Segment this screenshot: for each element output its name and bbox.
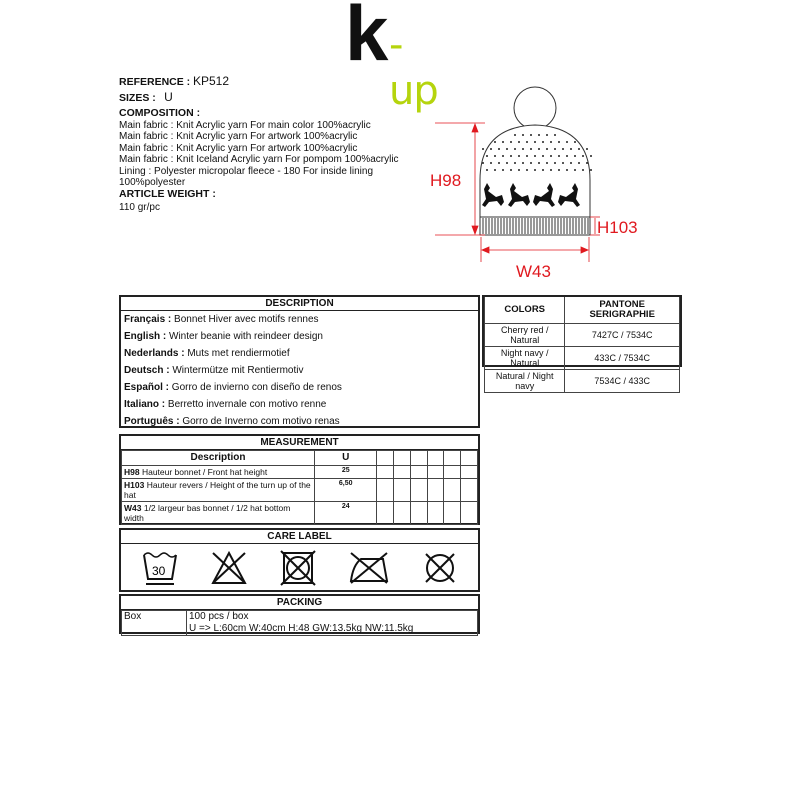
desc-header: Description [122,451,315,466]
wash-30-icon [140,549,180,587]
pattern-dot [550,141,552,143]
pattern-dot [494,141,496,143]
pattern-dot [490,148,492,150]
pattern-dot [578,162,580,164]
empty-cell [427,479,444,502]
care-label-table [119,528,480,592]
colors-table [482,295,682,391]
composition-line: Main fabric : Knit Acrylic yarn For artwork 100%acrylic [119,131,358,142]
language-label: Français : [124,314,172,325]
pattern-dot [498,148,500,150]
composition-line: Lining : Polyester micropolar fleece - 180 For inside lining [119,165,374,177]
pattern-dot [518,169,520,171]
pattern-dot [494,155,496,157]
description-title: DESCRIPTION [121,297,478,311]
description-text: Gorro de Inverno com motivo renas [179,416,340,427]
pattern-dot [522,134,524,136]
pattern-dot [494,169,496,171]
pattern-dot [530,162,532,164]
pattern-dot [490,162,492,164]
empty-cell [377,479,394,502]
description-text: Bonnet Hiver avec motifs rennes [171,314,319,325]
pattern-dot [566,155,568,157]
measure-desc: 1/2 largeur bas bonnet / 1/2 hat bottom width [124,503,291,523]
empty-cell [444,479,461,502]
color-name: Natural / Night navy [485,370,565,393]
description-text: Gorro de invierno con diseño de renos [169,382,342,393]
pattern-dot [578,148,580,150]
no-iron-icon [347,549,391,587]
language-label: English : [124,331,167,342]
packing-line: U => L:60cm W:40cm H:48 GW:13.5kg NW:11.5kg [189,623,414,634]
description-row [121,311,478,328]
pattern-dot [498,162,500,164]
description-text: Muts met rendiermotief [184,348,290,359]
empty-cell [377,502,394,525]
product-info [119,76,419,214]
color-row [485,347,680,370]
pattern-dot [574,155,576,157]
pattern-dot [554,134,556,136]
pattern-dot [530,148,532,150]
size-header: U [315,451,377,466]
empty-cell [394,502,411,525]
pattern-dot [558,155,560,157]
measure-value: 25 [315,466,377,479]
pattern-dot [582,169,584,171]
pattern-dot [486,169,488,171]
pattern-dot [506,148,508,150]
empty-cell [410,479,427,502]
pattern-dot [510,169,512,171]
pattern-dot [514,134,516,136]
pattern-dot [538,148,540,150]
measurement-row [122,502,478,525]
hat-diagram [425,80,655,280]
pattern-dot [530,134,532,136]
weight-value: 110 gr/pc [119,202,160,213]
composition-label: COMPOSITION : [119,107,201,119]
description-row [121,362,478,379]
pompom [514,87,556,129]
measure-desc: Hauteur revers / Height of the turn up of the hat [124,480,311,500]
pattern-dot [514,148,516,150]
pattern-dot [506,162,508,164]
pattern-dot [526,155,528,157]
description-row [121,396,478,413]
pattern-dot [582,155,584,157]
empty-cell [461,502,478,525]
measure-value: 6,50 [315,479,377,502]
composition-line: 100%polyester [119,177,186,188]
packing-label: Box [122,611,187,636]
pattern-dot [586,162,588,164]
composition-line: Main fabric : Knit Iceland Acrylic yarn For pompom 100%acrylic [119,154,399,165]
logo-k: k [345,0,385,77]
color-name: Cherry red / Natural [485,324,565,347]
empty-cell [461,466,478,479]
pattern-dot [554,148,556,150]
sizes-value: U [164,90,173,104]
pantone-code: 7534C / 433C [565,370,680,393]
wash-temp: 30 [151,564,165,578]
description-row [121,328,478,345]
pattern-dot [522,162,524,164]
pattern-dot [590,155,592,157]
pattern-dot [542,169,544,171]
pattern-dot [502,155,504,157]
measure-code: H103 [124,480,145,490]
language-label: Deutsch : [124,365,170,376]
no-tumble-dry-icon [278,549,318,587]
composition-line: Main fabric : Knit Acrylic yarn For main color 100%acrylic [119,119,371,131]
description-text: Berretto invernale con motivo renne [165,399,327,410]
pattern-dot [546,134,548,136]
measurement-row [122,479,478,502]
pattern-dot [514,162,516,164]
pattern-dot [542,155,544,157]
description-row [121,345,478,362]
measure-desc: Hauteur bonnet / Front hat height [139,467,268,477]
care-title: CARE LABEL [121,530,478,544]
pattern-dot [550,169,552,171]
pattern-dot [562,148,564,150]
pattern-dot [574,169,576,171]
measurement-title: MEASUREMENT [121,436,478,450]
sizes-label: SIZES : [119,92,156,104]
pattern-dot [546,162,548,164]
no-dry-clean-icon [420,549,460,587]
language-label: Español : [124,382,170,393]
pattern-dot [534,169,536,171]
pattern-dot [562,162,564,164]
pattern-dot [502,169,504,171]
description-text: Wintermütze mit Rentiermotiv [169,365,304,376]
pattern-dot [534,155,536,157]
pattern-dot [586,148,588,150]
empty-cell [377,466,394,479]
pattern-dot [486,155,488,157]
composition-line: Main fabric : Knit Acrylic yarn For artwork 100%acrylic [119,142,358,154]
pattern-dot [510,141,512,143]
pattern-dot [570,162,572,164]
pattern-dot [522,148,524,150]
pattern-dot [502,141,504,143]
description-text: Winter beanie with reindeer design [166,331,323,342]
reference-label: REFERENCE : [119,76,191,88]
measurement-table [119,434,480,525]
pattern-dot [558,169,560,171]
pattern-dot [542,141,544,143]
empty-cell [444,466,461,479]
pattern-dot [538,134,540,136]
pattern-dot [566,169,568,171]
description-row [121,413,478,430]
weight-label: ARTICLE WEIGHT : [119,187,216,200]
measure-code: W43 [124,503,142,513]
pattern-dot [566,141,568,143]
description-table [119,295,480,428]
language-label: Português : [124,416,180,427]
empty-cell [427,466,444,479]
measure-value: 24 [315,502,377,525]
pattern-dot [482,162,484,164]
pattern-dot [570,148,572,150]
packing-line: 100 pcs / box [189,611,249,622]
empty-cell [410,466,427,479]
color-name: Night navy / Natural [485,347,565,370]
pattern-dot [526,169,528,171]
pattern-dot [518,155,520,157]
language-label: Nederlands : [124,348,185,359]
pattern-dot [574,141,576,143]
measurement-row [122,466,478,479]
packing-title: PACKING [121,596,478,610]
measure-code: H98 [124,467,140,477]
empty-cell [444,502,461,525]
empty-cell [394,466,411,479]
pattern-dot [518,141,520,143]
h103-label: H103 [597,218,638,237]
color-row [485,324,680,347]
pattern-dot [546,148,548,150]
packing-table [119,594,480,634]
pantone-header: PANTONE SERIGRAPHIE [565,297,680,324]
pattern-dot [510,155,512,157]
reference-value: KP512 [192,74,229,88]
empty-cell [410,502,427,525]
color-row [485,370,680,393]
pattern-dot [534,141,536,143]
pattern-dot [482,148,484,150]
pattern-dot [538,162,540,164]
w43-label: W43 [516,262,551,280]
no-bleach-icon [209,549,249,587]
language-label: Italiano : [124,399,166,410]
h98-label: H98 [430,171,462,190]
brand-logo [345,0,445,114]
empty-cell [461,479,478,502]
pattern-dot [590,169,592,171]
colors-header: COLORS [485,297,565,324]
pattern-dot [526,141,528,143]
pattern-dot [550,155,552,157]
pattern-dot [558,141,560,143]
pantone-code: 433C / 7534C [565,347,680,370]
logo-up: -up [389,22,438,114]
empty-cell [427,502,444,525]
empty-cell [394,479,411,502]
pattern-dot [554,162,556,164]
description-row [121,379,478,396]
pantone-code: 7427C / 7534C [565,324,680,347]
